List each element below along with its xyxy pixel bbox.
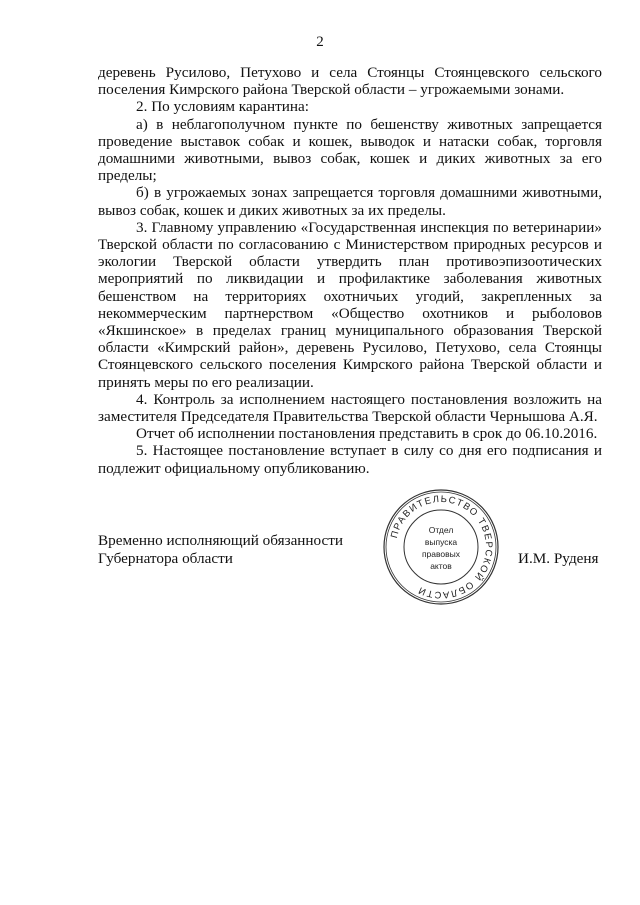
paragraph: 3. Главному управлению «Государственная инспекция по ветеринарии» Тверской области по согласованию с Министерством природных ресурсов и экологии Тверской области утвердить план противоэпизоотических мероприятий по ликвидации и профилактике заболевания животных бешенством на территориях охотничьих угодий, закрепленных за некоммерческим партнерством «Общество охотников и рыболовов «Якшинское» в пределах границ муниципального образования Тверской области «Кимрский район», деревень Русилово, Петухово, села Стоянцы Стоянцевского сельского поселения Кимрского района Тверской области и принять меры по его реализации.: [98, 218, 602, 391]
stamp-center-line: выпуска: [424, 537, 458, 547]
paragraph: 5. Настоящее постановление вступает в силу со дня его подписания и подлежит официальному опубликованию.: [98, 442, 602, 477]
paragraph: деревень Русилово, Петухово и села Стоянцы Стоянцевского сельского поселения Кимрского района Тверской области – угрожаемыми зонами.: [98, 64, 602, 99]
stamp-ring-text: ПРАВИТЕЛЬСТВО ТВЕРСКОЙ ОБЛАСТИ: [388, 493, 495, 601]
stamp-center-line: актов: [430, 561, 452, 571]
paragraph: а) в неблагополучном пункте по бешенству животных запрещается проведение выставок собак и кошек, выводок и натаски собак, торговля домашними животными, вывоз собак, кошек и диких животных за его пределы;: [98, 115, 602, 185]
paragraph: б) в угрожаемых зонах запрещается торговля домашними животными, вывоз собак, кошек и диких животных за их пределы.: [98, 184, 602, 219]
signatory-name: И.М. Руденя: [518, 550, 599, 567]
paragraph: Отчет об исполнении постановления представить в срок до 06.10.2016.: [136, 425, 598, 443]
signatory-title-line: Временно исполняющий обязанности: [98, 532, 344, 549]
official-stamp: [381, 487, 501, 607]
document-body: [98, 64, 602, 477]
signatory-title-line: Губернатора области: [98, 550, 233, 567]
signatory-title: [98, 532, 343, 568]
page-number: 2: [316, 34, 324, 50]
paragraph: 2. По условиям карантина:: [136, 98, 309, 116]
paragraph: 4. Контроль за исполнением настоящего постановления возложить на заместителя Председателя Правительства Тверской области Чернышова А.Я.: [98, 390, 602, 426]
stamp-center-line: Отдел: [428, 525, 454, 535]
stamp-center-line: правовых: [421, 549, 461, 559]
